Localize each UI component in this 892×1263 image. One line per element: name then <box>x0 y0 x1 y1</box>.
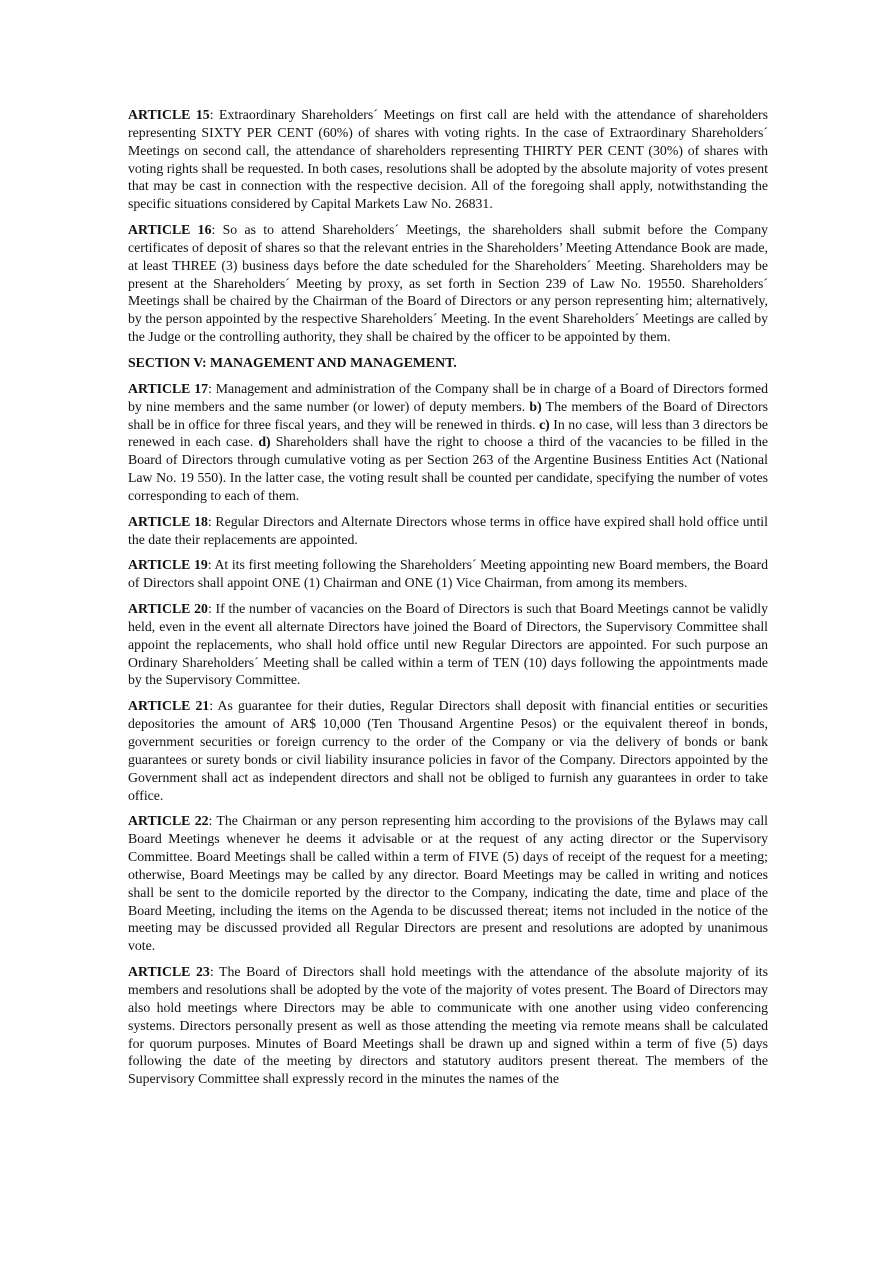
article-19 <box>128 556 768 592</box>
article-17-mark-d: d) <box>258 434 271 450</box>
article-20-body: : If the number of vacancies on the Board of Directors is such that Board Meetings cannot be validly held, even in the event all alternate Directors have joined the Board of Directors, the Supervisory Committee shall appoint the replacements, who shall hold office until new Regular Directors are appointed. For such purpose an Ordinary Shareholders´ Meeting shall be called within a term of TEN (10) days following the appointments made by the Supervisory Committee. <box>128 601 769 688</box>
article-21-heading: ARTICLE 21 <box>128 698 210 714</box>
article-20-heading: ARTICLE 20 <box>128 601 208 617</box>
article-15-heading: ARTICLE 15 <box>128 107 210 122</box>
article-21 <box>128 697 768 804</box>
article-15 <box>128 106 768 213</box>
article-21-body: : As guarantee for their duties, Regular Directors shall deposit with financial entities or securities depositories the amount of AR$ 10,000 (Ten Thousand Argentine Pesos) or the equivalent thereof in bonds, government securities or foreign currency to the order of the Company or via the delivery of bonds or bank guarantees or surety bonds or civil liability insurance policies in favor of the Company. Directors appointed by the Government shall act as independent directors and shall not be obliged to furnish any guarantees in order to take office. <box>128 698 768 803</box>
article-17-mark-c: c) <box>539 416 550 432</box>
article-18-heading: ARTICLE 18 <box>128 513 208 529</box>
article-19-heading: ARTICLE 19 <box>128 557 208 573</box>
article-19-body: : At its first meeting following the Shareholders´ Meeting appointing new Board members, the Board of Directors shall appoint ONE (1) Chairman and ONE (1) Vice Chairman, from among its members. <box>128 557 768 591</box>
article-17-part-2: The members of the Board of Directors shall be in office for three fiscal years, and they will be renewed in thirds. <box>128 398 768 432</box>
article-23-heading: ARTICLE 23 <box>128 964 210 980</box>
article-16 <box>128 221 768 346</box>
article-15-body: : Extraordinary Shareholders´ Meetings on first call are held with the attendance of shareholders representing SIXTY PER CENT (60%) of shares with voting rights. In the case of Extraordinary Shareholders´ Meetings on second call, the attendance of shareholders representing THIRTY PER CENT (30%) of shares with voting rights shall be requested. In both cases, resolutions shall be adopted by the absolute majority of votes present that may be cast in connection with the respective decision. All of the foregoing shall apply, notwithstanding the specific situations considered by Capital Markets Law No. 26831. <box>128 107 768 212</box>
article-17 <box>128 380 768 505</box>
article-23-body: : The Board of Directors shall hold meetings with the attendance of the absolute majority of its members and resolutions shall be adopted by the vote of the majority of votes present. The Board of Directors may also hold meetings where Directors may be able to communicate with one another using video conferencing systems. Directors personally present as well as those attending the meeting via remote means shall be calculated for quorum purposes. Minutes of Board Meetings shall be drawn up and signed within a term of five (5) days following the date of the meeting by directors and statutory auditors present thereat. The members of the Supervisory Committee shall expressly record in the minutes the names of the <box>128 964 768 1087</box>
section-v-title: SECTION V: MANAGEMENT AND MANAGEMENT. <box>128 354 457 370</box>
article-17-part-3: In no case, will less than 3 directors be renewed in each case. <box>128 416 769 450</box>
article-22-heading: ARTICLE 22 <box>128 813 209 829</box>
article-18 <box>128 513 768 549</box>
article-22 <box>128 812 768 955</box>
article-16-heading: ARTICLE 16 <box>128 222 212 238</box>
article-16-body: : So as to attend Shareholders´ Meetings, the shareholders shall submit before the Company certificates of deposit of shares so that the relevant entries in the Shareholders’ Meeting Attendance Book are made, at least THREE (3) business days before the date scheduled for the Shareholders´ Meeting. Shareholders may be present at the Shareholders´ Meeting by proxy, as set forth in Section 239 of Law No. 19550. Shareholders´ Meetings shall be chaired by the Chairman of the Board of Directors or any person representing him; alternatively, by the person appointed by the respective Shareholders´ Meeting. In the event Shareholders´ Meetings are called by the Judge or the controlling authority, they shall be chaired by the officer to be appointed by them. <box>128 222 768 345</box>
article-23 <box>128 963 768 1088</box>
article-17-heading: ARTICLE 17 <box>128 380 209 396</box>
article-18-body: : Regular Directors and Alternate Directors whose terms in office have expired shall hold office until the date their replacements are appointed. <box>128 513 768 547</box>
article-17-part-4: Shareholders shall have the right to choose a third of the vacancies to be filled in the Board of Directors through cumulative voting as per Section 263 of the Argentine Business Entities Act (National Law No. 19 550). In the latter case, the voting result shall be counted per candidate, specifying the number of votes corresponding to each of them. <box>128 434 768 503</box>
article-17-mark-b: b) <box>529 398 542 414</box>
article-22-body: : The Chairman or any person representing him according to the provisions of the Bylaws may call Board Meetings whenever he deems it advisable or at the request of any acting director or the Supervisory Committee. Board Meetings shall be called within a term of FIVE (5) days of receipt of the request for a meeting; otherwise, Board Meetings may be called by any director. Board Meetings may be called in writing and notices shall be sent to the domicile reported by the director to the Company, indicating the date, time and place of the Board Meeting, including the items on the Agenda to be discussed thereat; items not included in the notice of the meeting may be discussed provided all Regular Directors are present and resolutions are adopted by unanimous vote. <box>128 813 768 954</box>
article-20 <box>128 600 768 689</box>
article-17-part-1: : Management and administration of the Company shall be in charge of a Board of Directors formed by nine members and the same number (or lower) of deputy members. <box>128 380 768 414</box>
document-page <box>128 106 768 1096</box>
